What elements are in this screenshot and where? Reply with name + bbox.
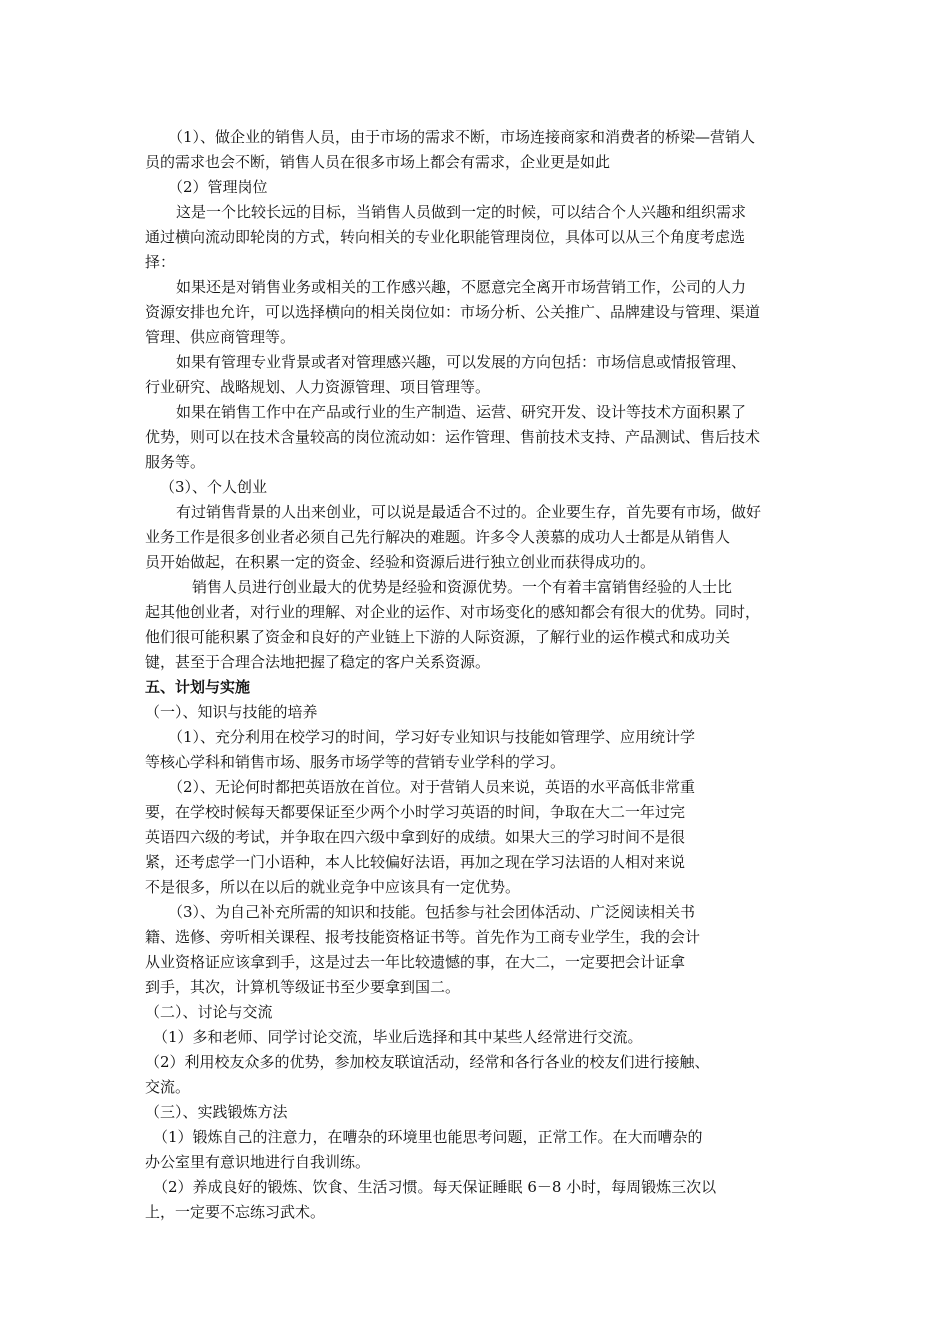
paragraph-line: 英语四六级的考试，并争取在四六级中拿到好的成绩。如果大三的学习时间不是很	[145, 828, 686, 846]
paragraph-line: 要，在学校时候每天都要保证至少两个小时学习英语的时间，争取在大二一年过完	[145, 803, 686, 821]
subheading: （2）管理岗位	[168, 178, 268, 196]
paragraph-line: 这是一个比较长远的目标，当销售人员做到一定的时候，可以结合个人兴趣和组织需求	[176, 203, 747, 221]
paragraph-line: 服务等。	[145, 453, 206, 471]
paragraph-line: 资源安排也允许，可以选择横向的相关岗位如：市场分析、公关推广、品牌建设与管理、渠道	[145, 303, 761, 321]
paragraph-line: （1）、充分利用在校学习的时间，学习好专业知识与技能如管理学、应用统计学	[168, 728, 696, 746]
paragraph-line: 优势，则可以在技术含量较高的岗位流动如：运作管理、售前技术支持、产品测试、售后技术	[145, 428, 761, 446]
paragraph-line: 起其他创业者，对行业的理解、对企业的运作、对市场变化的感知都会有很大的优势。同时，	[145, 603, 761, 621]
paragraph-line: 通过横向流动即轮岗的方式，转向相关的专业化职能管理岗位，具体可以从三个角度考虑选	[145, 228, 746, 246]
paragraph-line: （1）锻炼自己的注意力，在嘈杂的环境里也能思考问题，正常工作。在大而嘈杂的	[153, 1128, 703, 1146]
paragraph-line: 管理、供应商管理等。	[145, 328, 296, 346]
paragraph-line: （2）、无论何时都把英语放在首位。对于营销人员来说，英语的水平高低非常重	[168, 778, 696, 796]
paragraph-line: 籍、选修、旁听相关课程、报考技能资格证书等。首先作为工商专业学生，我的会计	[145, 928, 701, 946]
paragraph-line: 他们很可能积累了资金和良好的产业链上下游的人际资源，了解行业的运作模式和成功关	[145, 628, 731, 646]
paragraph-line: 办公室里有意识地进行自我训练。	[145, 1153, 371, 1171]
paragraph-line: 如果在销售工作中在产品或行业的生产制造、运营、研究开发、设计等技术方面积累了	[176, 403, 747, 421]
paragraph-line: 员开始做起，在积累一定的资金、经验和资源后进行独立创业而获得成功的。	[145, 553, 656, 571]
paragraph-line: 行业研究、战略规划、人力资源管理、项目管理等。	[145, 378, 491, 396]
paragraph-line: 如果还是对销售业务或相关的工作感兴趣，不愿意完全离开市场营销工作，公司的人力	[176, 278, 747, 296]
section-heading: 五、计划与实施	[145, 678, 251, 696]
paragraph-line: （1）、做企业的销售人员，由于市场的需求不断，市场连接商家和消费者的桥梁—营销人	[168, 128, 756, 146]
subheading: （一）、知识与技能的培养	[145, 703, 318, 721]
subheading: （3）、个人创业	[160, 478, 268, 496]
paragraph-line: 如果有管理专业背景或者对管理感兴趣，可以发展的方向包括：市场信息或情报管理、	[176, 353, 747, 371]
paragraph-line: （2）养成良好的锻炼、饮食、生活习惯。每天保证睡眠 6－8 小时，每周锻炼三次以	[153, 1178, 717, 1196]
paragraph-line: 有过销售背景的人出来创业，可以说是最适合不过的。企业要生存，首先要有市场，做好	[176, 503, 762, 521]
paragraph-line: 键，甚至于合理合法地把握了稳定的客户关系资源。	[145, 653, 491, 671]
paragraph-line: 业务工作是很多创业者必须自己先行解决的难题。许多令人羡慕的成功人士都是从销售人	[145, 528, 731, 546]
paragraph-line: （3）、为自己补充所需的知识和技能。包括参与社会团体活动、广泛阅读相关书	[168, 903, 696, 921]
paragraph-line: 销售人员进行创业最大的优势是经验和资源优势。一个有着丰富销售经验的人士比	[192, 578, 733, 596]
paragraph-line: 交流。	[145, 1078, 191, 1096]
paragraph-line: 从业资格证应该拿到手，这是过去一年比较遗憾的事，在大二，一定要把会计证拿	[145, 953, 686, 971]
paragraph-line: 等核心学科和销售市场、服务市场学等的营销专业学科的学习。	[145, 753, 566, 771]
paragraph-line: （2）利用校友众多的优势，参加校友联谊活动，经常和各行各业的校友们进行接触、	[145, 1053, 710, 1071]
paragraph-line: 择：	[145, 253, 176, 271]
paragraph-line: （1）多和老师、同学讨论交流，毕业后选择和其中某些人经常进行交流。	[153, 1028, 643, 1046]
paragraph-line: 上，一定要不忘练习武术。	[145, 1203, 326, 1221]
subheading: （三）、实践锻炼方法	[145, 1103, 288, 1121]
paragraph-line: 不是很多，所以在以后的就业竞争中应该具有一定优势。	[145, 878, 521, 896]
paragraph-line: 紧，还考虑学一门小语种，本人比较偏好法语，再加之现在学习法语的人相对来说	[145, 853, 686, 871]
subheading: （二）、讨论与交流	[145, 1003, 273, 1021]
paragraph-line: 到手，其次，计算机等级证书至少要拿到国二。	[145, 978, 461, 996]
paragraph-line: 员的需求也会不断，销售人员在很多市场上都会有需求，企业更是如此	[145, 153, 611, 171]
